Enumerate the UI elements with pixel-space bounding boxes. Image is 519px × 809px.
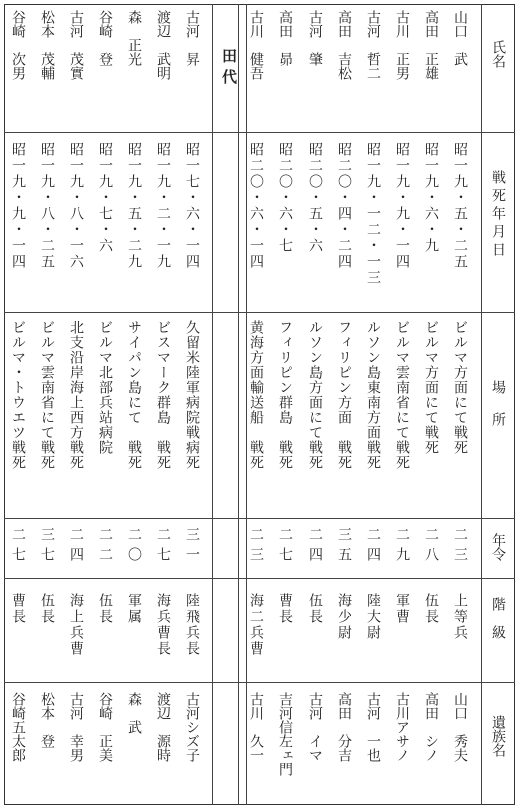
entry-date: 昭一九・五・二五 [452,142,468,270]
entry-age: 二二 [97,527,113,567]
entry-name: 高田 吉松 [336,10,352,80]
column-divider [212,4,213,805]
column-divider [238,4,239,805]
entry-date: 昭一九・八・二五 [39,142,55,270]
entry-date: 昭一九・九・一四 [10,142,26,270]
entry-name: 山口 武 [452,10,468,66]
header-name: 氏名 [490,40,506,68]
entry-name: 古川 正男 [394,10,410,80]
header-place: 場所 [490,380,506,444]
entry-age: 二七 [10,527,26,567]
entry-place: 黄海方面輸送船 戦死 [248,320,264,470]
entry-place: サイパン島にて 戦死 [126,320,142,470]
entry-name: 高田 昴 [277,10,293,66]
entry-age: 二〇 [126,527,142,567]
column-divider [246,4,247,805]
entry-place: フィリピン群島 戦死 [277,320,293,470]
entry-rank: 海上兵曹 [68,593,84,657]
entry-place: ビルマ・トウエツ戦死 [10,320,26,470]
entry-age: 三五 [336,527,352,567]
entry-age: 二七 [155,527,171,567]
entry-age: 三七 [39,527,55,567]
row-divider [4,132,515,133]
entry-bereaved: 吉河信左ェ門 [277,692,293,776]
entry-rank: 軍属 [126,593,142,625]
row-divider [4,682,515,683]
entry-date: 昭二〇・四・二四 [336,142,352,270]
entry-rank: 伍長 [307,593,323,625]
entry-bereaved: 森 武 [126,692,142,734]
entry-date: 昭一九・九・一四 [394,142,410,270]
entry-bereaved: 松本 登 [39,692,55,748]
entry-bereaved: 谷崎五太郎 [10,692,26,762]
entry-name: 谷崎 次男 [10,10,26,80]
entry-bereaved: 古河 イマ [307,692,323,762]
row-divider [4,578,515,579]
entry-place: 北支沿岸海上西方戦死 [68,320,84,470]
entry-name: 渡辺 武明 [155,10,171,80]
entry-rank: 海二兵曹 [248,593,264,657]
entry-rank: 伍長 [39,593,55,625]
entry-place: 久留米陸軍病院戦病死 [184,320,200,470]
entry-date: 昭一九・二・一九 [155,142,171,270]
entry-bereaved: 古川アサノ [394,692,410,762]
entry-date: 昭二〇・六・一四 [248,142,264,270]
entry-name: 高田 正雄 [423,10,439,80]
entry-bereaved: 古川 久一 [248,692,264,762]
entry-age: 二三 [248,527,264,567]
entry-date: 昭一九・八・一六 [68,142,84,270]
entry-name: 古河 肇 [307,10,323,66]
entry-place: ルソン島東南方面戦死 [365,320,381,470]
entry-rank: 曹長 [277,593,293,625]
entry-place: ビルマ雲南省にて戦死 [394,320,410,470]
entry-date: 昭一七・六・一四 [184,142,200,270]
section-label: 田代 [220,48,238,90]
entry-rank: 上等兵 [452,593,468,641]
entry-rank: 陸飛兵長 [184,593,200,657]
column-divider [481,4,482,805]
entry-age: 二九 [394,527,410,567]
entry-rank: 伍長 [423,593,439,625]
entry-date: 昭一九・六・九 [423,142,439,254]
entry-bereaved: 渡辺 源時 [155,692,171,762]
entry-place: フィリピン方面 戦死 [336,320,352,470]
entry-name: 古川 健吾 [248,10,264,80]
entry-rank: 海兵曹長 [155,593,171,657]
entry-place: ビルマ北部兵站病院 [97,320,113,455]
header-date: 戦死年月日 [490,170,506,260]
entry-bereaved: 谷崎 正美 [97,692,113,762]
entry-rank: 曹長 [10,593,26,625]
entry-rank: 海少尉 [336,593,352,641]
entry-rank: 陸大尉 [365,593,381,641]
row-divider [4,312,515,313]
entry-age: 二四 [68,527,84,567]
entry-rank: 軍曹 [394,593,410,625]
entry-bereaved: 古河シズ子 [184,692,200,762]
entry-bereaved: 高田 シノ [423,692,439,762]
entry-name: 谷崎 登 [97,10,113,66]
entry-place: ルソン島方面にて戦死 [307,320,323,470]
entry-bereaved: 山口 秀夫 [452,692,468,762]
entry-name: 古河 哲二 [365,10,381,80]
header-bereaved: 遺族名 [490,715,506,757]
entry-age: 二四 [365,527,381,567]
entry-age: 二三 [452,527,468,567]
entry-bereaved: 古河 幸男 [68,692,84,762]
entry-place: ビルマ方面にて戦死 [423,320,439,455]
entry-place: ビルマ雲南省にて戦死 [39,320,55,470]
entry-name: 松本 茂輔 [39,10,55,80]
entry-date: 昭一九・五・二九 [126,142,142,270]
row-divider [4,518,515,519]
entry-name: 古河 昇 [184,10,200,66]
header-rank: 階級 [490,597,506,653]
entry-rank: 伍長 [97,593,113,625]
entry-age: 二四 [307,527,323,567]
header-age: 年令 [490,533,506,561]
entry-place: ビスマーク群島 戦死 [155,320,171,470]
entry-name: 古河 茂實 [68,10,84,80]
entry-date: 昭二〇・六・七 [277,142,293,254]
entry-age: 二七 [277,527,293,567]
entry-date: 昭二〇・五・六 [307,142,323,254]
entry-bereaved: 古河 一也 [365,692,381,762]
entry-place: ビルマ方面にて戦死 [452,320,468,455]
entry-age: 三一 [184,527,200,567]
entry-name: 森 正光 [126,10,142,66]
entry-age: 二八 [423,527,439,567]
entry-bereaved: 高田 分吉 [336,692,352,762]
entry-date: 昭一九・七・六 [97,142,113,254]
entry-date: 昭一九・一二・一三 [365,142,381,286]
